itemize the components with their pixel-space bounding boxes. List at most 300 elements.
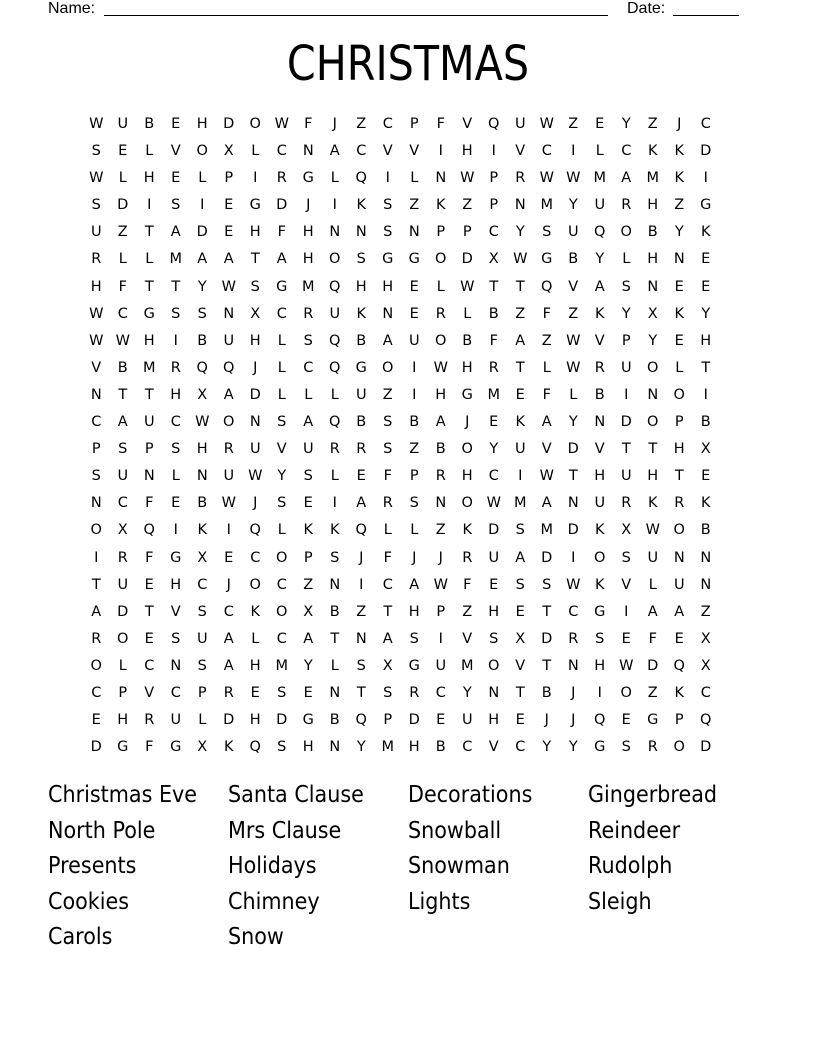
- letter-cell[interactable]: S: [489, 630, 499, 647]
- letter-cell[interactable]: Q: [355, 170, 367, 187]
- letter-cell[interactable]: L: [622, 251, 631, 268]
- letter-cell[interactable]: N: [647, 386, 659, 403]
- letter-cell[interactable]: E: [674, 278, 684, 295]
- letter-cell[interactable]: N: [673, 251, 685, 268]
- letter-cell[interactable]: V: [594, 441, 605, 458]
- letter-cell[interactable]: R: [568, 630, 579, 647]
- letter-cell[interactable]: U: [594, 495, 606, 512]
- letter-cell[interactable]: G: [541, 251, 553, 268]
- letter-cell[interactable]: W: [89, 305, 104, 322]
- letter-cell[interactable]: I: [491, 143, 496, 160]
- letter-cell[interactable]: N: [673, 549, 685, 566]
- letter-cell[interactable]: I: [253, 170, 258, 187]
- letter-cell[interactable]: B: [462, 332, 473, 349]
- letter-cell[interactable]: L: [277, 359, 286, 376]
- letter-cell[interactable]: L: [330, 468, 339, 485]
- letter-cell[interactable]: B: [488, 305, 499, 322]
- letter-cell[interactable]: X: [515, 630, 526, 647]
- letter-cell[interactable]: E: [171, 116, 181, 132]
- letter-cell[interactable]: S: [515, 522, 525, 539]
- letter-cell[interactable]: B: [700, 522, 711, 539]
- letter-cell[interactable]: C: [356, 143, 367, 160]
- letter-cell[interactable]: J: [677, 116, 682, 132]
- letter-cell[interactable]: D: [700, 739, 712, 756]
- letter-cell[interactable]: C: [435, 684, 446, 701]
- letter-cell[interactable]: B: [568, 251, 579, 268]
- letter-cell[interactable]: L: [330, 657, 339, 674]
- letter-cell[interactable]: W: [486, 495, 501, 512]
- letter-cell[interactable]: L: [251, 143, 260, 160]
- letter-cell[interactable]: I: [438, 630, 443, 647]
- letter-cell[interactable]: N: [514, 197, 526, 214]
- letter-cell[interactable]: A: [541, 495, 552, 512]
- letter-cell[interactable]: I: [518, 468, 523, 485]
- letter-cell[interactable]: P: [621, 332, 631, 349]
- letter-cell[interactable]: G: [302, 712, 314, 729]
- letter-cell[interactable]: U: [117, 116, 129, 132]
- letter-cell[interactable]: R: [91, 630, 102, 647]
- letter-cell[interactable]: T: [144, 278, 154, 295]
- letter-cell[interactable]: H: [196, 116, 208, 132]
- letter-cell[interactable]: T: [383, 603, 393, 620]
- letter-cell[interactable]: I: [597, 684, 602, 701]
- letter-cell[interactable]: W: [89, 170, 104, 187]
- letter-cell[interactable]: W: [566, 359, 581, 376]
- letter-cell[interactable]: G: [355, 359, 367, 376]
- letter-cell[interactable]: E: [171, 495, 181, 512]
- letter-cell[interactable]: E: [515, 712, 525, 729]
- letter-cell[interactable]: L: [410, 170, 419, 187]
- letter-cell[interactable]: O: [249, 576, 261, 593]
- letter-cell[interactable]: E: [250, 684, 260, 701]
- letter-cell[interactable]: U: [514, 116, 526, 132]
- letter-cell[interactable]: W: [513, 251, 528, 268]
- letter-cell[interactable]: F: [489, 332, 498, 349]
- letter-cell[interactable]: U: [594, 197, 606, 214]
- letter-cell[interactable]: O: [435, 332, 447, 349]
- letter-cell[interactable]: D: [461, 251, 473, 268]
- letter-cell[interactable]: L: [198, 170, 207, 187]
- letter-cell[interactable]: V: [594, 332, 605, 349]
- letter-cell[interactable]: H: [355, 278, 367, 295]
- letter-cell[interactable]: H: [302, 224, 314, 241]
- letter-cell[interactable]: A: [223, 251, 234, 268]
- letter-cell[interactable]: X: [647, 305, 658, 322]
- letter-cell[interactable]: R: [594, 359, 605, 376]
- letter-cell[interactable]: D: [276, 197, 288, 214]
- letter-cell[interactable]: W: [566, 332, 581, 349]
- letter-cell[interactable]: I: [332, 197, 337, 214]
- letter-cell[interactable]: Y: [674, 224, 684, 241]
- letter-cell[interactable]: I: [703, 386, 708, 403]
- letter-cell[interactable]: H: [249, 657, 261, 674]
- letter-cell[interactable]: V: [382, 143, 393, 160]
- letter-cell[interactable]: T: [118, 386, 128, 403]
- letter-cell[interactable]: W: [195, 414, 210, 431]
- letter-cell[interactable]: J: [332, 116, 337, 132]
- letter-cell[interactable]: O: [90, 657, 102, 674]
- letter-cell[interactable]: G: [117, 739, 129, 756]
- letter-cell[interactable]: Z: [382, 386, 393, 403]
- letter-cell[interactable]: S: [356, 657, 366, 674]
- letter-cell[interactable]: P: [462, 224, 472, 241]
- letter-cell[interactable]: T: [701, 359, 711, 376]
- letter-cell[interactable]: L: [118, 170, 127, 187]
- letter-cell[interactable]: A: [197, 251, 208, 268]
- letter-cell[interactable]: B: [197, 495, 208, 512]
- letter-cell[interactable]: P: [409, 468, 419, 485]
- letter-cell[interactable]: P: [144, 441, 154, 458]
- letter-cell[interactable]: C: [250, 549, 261, 566]
- letter-cell[interactable]: E: [409, 305, 419, 322]
- letter-cell[interactable]: U: [223, 332, 235, 349]
- letter-cell[interactable]: Q: [594, 712, 606, 729]
- letter-cell[interactable]: L: [118, 251, 127, 268]
- letter-cell[interactable]: N: [435, 170, 447, 187]
- letter-cell[interactable]: T: [542, 657, 552, 674]
- letter-cell[interactable]: U: [223, 468, 235, 485]
- letter-cell[interactable]: S: [409, 495, 419, 512]
- letter-cell[interactable]: R: [674, 495, 685, 512]
- letter-cell[interactable]: K: [515, 414, 525, 431]
- letter-cell[interactable]: I: [571, 143, 576, 160]
- letter-cell[interactable]: O: [276, 603, 288, 620]
- letter-cell[interactable]: A: [223, 630, 234, 647]
- letter-cell[interactable]: T: [144, 603, 154, 620]
- letter-cell[interactable]: S: [250, 278, 260, 295]
- letter-cell[interactable]: B: [541, 684, 552, 701]
- letter-cell[interactable]: P: [436, 224, 446, 241]
- letter-cell[interactable]: S: [197, 657, 207, 674]
- letter-cell[interactable]: Q: [355, 522, 367, 539]
- letter-cell[interactable]: Q: [329, 414, 341, 431]
- letter-cell[interactable]: T: [621, 441, 631, 458]
- letter-cell[interactable]: F: [463, 576, 472, 593]
- letter-cell[interactable]: H: [594, 657, 606, 674]
- letter-cell[interactable]: P: [409, 116, 419, 132]
- letter-cell[interactable]: D: [117, 197, 129, 214]
- letter-cell[interactable]: C: [276, 576, 287, 593]
- letter-cell[interactable]: N: [223, 305, 235, 322]
- letter-cell[interactable]: R: [329, 441, 340, 458]
- letter-cell[interactable]: M: [646, 170, 659, 187]
- letter-cell[interactable]: M: [381, 739, 394, 756]
- letter-cell[interactable]: U: [620, 468, 632, 485]
- letter-cell[interactable]: A: [356, 495, 367, 512]
- letter-cell[interactable]: I: [332, 495, 337, 512]
- letter-cell[interactable]: B: [144, 116, 155, 132]
- letter-cell[interactable]: S: [356, 251, 366, 268]
- letter-cell[interactable]: O: [276, 549, 288, 566]
- letter-cell[interactable]: D: [620, 414, 632, 431]
- letter-cell[interactable]: E: [701, 251, 711, 268]
- letter-cell[interactable]: C: [144, 657, 155, 674]
- letter-cell[interactable]: L: [304, 386, 313, 403]
- letter-cell[interactable]: S: [330, 549, 340, 566]
- letter-cell[interactable]: H: [700, 332, 712, 349]
- letter-cell[interactable]: I: [703, 170, 708, 187]
- letter-cell[interactable]: X: [700, 657, 711, 674]
- letter-cell[interactable]: V: [462, 116, 473, 132]
- letter-cell[interactable]: A: [647, 603, 658, 620]
- letter-cell[interactable]: B: [356, 414, 367, 431]
- letter-cell[interactable]: H: [461, 143, 473, 160]
- letter-cell[interactable]: Q: [223, 359, 235, 376]
- letter-cell[interactable]: F: [145, 495, 154, 512]
- letter-cell[interactable]: R: [621, 495, 632, 512]
- letter-cell[interactable]: M: [540, 197, 553, 214]
- letter-cell[interactable]: A: [515, 332, 526, 349]
- letter-cell[interactable]: N: [700, 576, 712, 593]
- letter-cell[interactable]: N: [329, 224, 341, 241]
- letter-cell[interactable]: C: [621, 143, 632, 160]
- letter-cell[interactable]: D: [249, 386, 261, 403]
- letter-cell[interactable]: W: [433, 359, 448, 376]
- letter-cell[interactable]: Q: [488, 116, 500, 132]
- letter-cell[interactable]: J: [306, 197, 311, 214]
- letter-cell[interactable]: E: [224, 224, 234, 241]
- letter-cell[interactable]: N: [355, 630, 367, 647]
- letter-cell[interactable]: Y: [489, 441, 499, 458]
- letter-cell[interactable]: E: [674, 630, 684, 647]
- letter-cell[interactable]: K: [462, 522, 472, 539]
- letter-cell[interactable]: U: [117, 576, 129, 593]
- letter-cell[interactable]: K: [356, 305, 366, 322]
- letter-cell[interactable]: W: [115, 332, 130, 349]
- letter-cell[interactable]: N: [647, 278, 659, 295]
- letter-cell[interactable]: D: [223, 712, 235, 729]
- letter-cell[interactable]: L: [118, 657, 127, 674]
- letter-cell[interactable]: Q: [329, 359, 341, 376]
- letter-cell[interactable]: W: [539, 170, 554, 187]
- letter-cell[interactable]: E: [701, 278, 711, 295]
- letter-cell[interactable]: T: [515, 278, 525, 295]
- letter-cell[interactable]: A: [303, 414, 314, 431]
- letter-cell[interactable]: U: [461, 712, 473, 729]
- letter-cell[interactable]: W: [539, 116, 554, 132]
- letter-cell[interactable]: S: [91, 197, 101, 214]
- letter-cell[interactable]: R: [435, 305, 446, 322]
- letter-cell[interactable]: I: [226, 522, 231, 539]
- letter-cell[interactable]: S: [277, 414, 287, 431]
- letter-cell[interactable]: T: [515, 359, 525, 376]
- letter-cell[interactable]: G: [461, 386, 473, 403]
- letter-cell[interactable]: E: [118, 143, 128, 160]
- letter-cell[interactable]: R: [276, 170, 287, 187]
- letter-cell[interactable]: F: [145, 739, 154, 756]
- letter-cell[interactable]: T: [330, 630, 340, 647]
- letter-cell[interactable]: S: [91, 143, 101, 160]
- letter-cell[interactable]: G: [302, 170, 314, 187]
- letter-cell[interactable]: Y: [648, 332, 658, 349]
- letter-cell[interactable]: A: [594, 278, 605, 295]
- letter-cell[interactable]: L: [648, 576, 657, 593]
- letter-cell[interactable]: R: [515, 170, 526, 187]
- letter-cell[interactable]: S: [383, 224, 393, 241]
- letter-cell[interactable]: G: [382, 251, 394, 268]
- letter-cell[interactable]: Z: [674, 197, 685, 214]
- letter-cell[interactable]: G: [408, 251, 420, 268]
- letter-cell[interactable]: T: [648, 441, 658, 458]
- letter-cell[interactable]: I: [94, 549, 99, 566]
- letter-cell[interactable]: Y: [303, 657, 313, 674]
- letter-cell[interactable]: E: [489, 414, 499, 431]
- letter-cell[interactable]: P: [489, 170, 499, 187]
- letter-cell[interactable]: C: [223, 603, 234, 620]
- letter-cell[interactable]: R: [303, 305, 314, 322]
- letter-cell[interactable]: C: [382, 576, 393, 593]
- letter-cell[interactable]: H: [143, 332, 155, 349]
- letter-cell[interactable]: B: [329, 712, 340, 729]
- letter-cell[interactable]: H: [382, 278, 394, 295]
- letter-cell[interactable]: Z: [462, 197, 473, 214]
- letter-cell[interactable]: S: [383, 197, 393, 214]
- letter-cell[interactable]: V: [541, 441, 552, 458]
- letter-cell[interactable]: C: [515, 739, 526, 756]
- letter-cell[interactable]: Z: [356, 603, 367, 620]
- letter-cell[interactable]: C: [700, 684, 711, 701]
- letter-cell[interactable]: P: [197, 684, 207, 701]
- letter-cell[interactable]: L: [251, 630, 260, 647]
- letter-cell[interactable]: Z: [700, 603, 711, 620]
- letter-cell[interactable]: J: [253, 495, 258, 512]
- letter-cell[interactable]: I: [412, 386, 417, 403]
- letter-cell[interactable]: N: [408, 224, 420, 241]
- letter-cell[interactable]: Y: [568, 197, 578, 214]
- letter-cell[interactable]: M: [460, 657, 474, 674]
- letter-cell[interactable]: Y: [462, 684, 472, 701]
- letter-cell[interactable]: E: [436, 712, 446, 729]
- letter-cell[interactable]: B: [435, 441, 446, 458]
- letter-cell[interactable]: W: [645, 522, 660, 539]
- letter-cell[interactable]: X: [303, 603, 314, 620]
- letter-cell[interactable]: T: [674, 468, 684, 485]
- letter-cell[interactable]: C: [276, 305, 287, 322]
- letter-cell[interactable]: C: [700, 116, 711, 132]
- letter-cell[interactable]: H: [90, 278, 102, 295]
- letter-cell[interactable]: Z: [409, 197, 420, 214]
- letter-cell[interactable]: O: [620, 684, 632, 701]
- letter-cell[interactable]: Q: [700, 712, 712, 729]
- letter-cell[interactable]: H: [170, 386, 182, 403]
- letter-cell[interactable]: A: [435, 414, 446, 431]
- letter-cell[interactable]: D: [541, 630, 553, 647]
- letter-cell[interactable]: W: [433, 576, 448, 593]
- letter-cell[interactable]: W: [566, 170, 581, 187]
- letter-cell[interactable]: J: [571, 712, 576, 729]
- letter-cell[interactable]: W: [566, 576, 581, 593]
- letter-cell[interactable]: T: [171, 278, 181, 295]
- letter-cell[interactable]: B: [700, 414, 711, 431]
- letter-cell[interactable]: E: [303, 684, 313, 701]
- letter-cell[interactable]: F: [118, 278, 127, 295]
- letter-cell[interactable]: W: [221, 495, 236, 512]
- letter-cell[interactable]: F: [436, 116, 445, 132]
- letter-cell[interactable]: Q: [249, 739, 261, 756]
- letter-cell[interactable]: E: [674, 332, 684, 349]
- letter-cell[interactable]: S: [171, 630, 181, 647]
- letter-cell[interactable]: J: [465, 414, 470, 431]
- letter-cell[interactable]: B: [117, 359, 128, 376]
- letter-cell[interactable]: H: [170, 576, 182, 593]
- letter-cell[interactable]: U: [567, 224, 579, 241]
- letter-cell[interactable]: Z: [356, 116, 367, 132]
- letter-cell[interactable]: B: [329, 603, 340, 620]
- letter-cell[interactable]: B: [409, 414, 420, 431]
- letter-cell[interactable]: X: [382, 657, 393, 674]
- letter-cell[interactable]: S: [542, 224, 552, 241]
- letter-cell[interactable]: L: [542, 359, 551, 376]
- letter-cell[interactable]: M: [169, 251, 182, 268]
- letter-cell[interactable]: G: [276, 278, 288, 295]
- letter-cell[interactable]: Q: [196, 359, 208, 376]
- letter-cell[interactable]: W: [274, 116, 289, 132]
- letter-cell[interactable]: A: [117, 414, 128, 431]
- letter-cell[interactable]: F: [383, 468, 392, 485]
- letter-cell[interactable]: B: [435, 739, 446, 756]
- letter-cell[interactable]: L: [277, 386, 286, 403]
- letter-cell[interactable]: A: [621, 170, 632, 187]
- letter-cell[interactable]: V: [91, 359, 102, 376]
- letter-cell[interactable]: V: [515, 143, 526, 160]
- letter-cell[interactable]: A: [223, 657, 234, 674]
- letter-cell[interactable]: R: [488, 359, 499, 376]
- letter-cell[interactable]: A: [674, 603, 685, 620]
- letter-cell[interactable]: N: [700, 549, 712, 566]
- letter-cell[interactable]: Y: [701, 305, 711, 322]
- letter-cell[interactable]: S: [621, 278, 631, 295]
- letter-cell[interactable]: T: [489, 278, 499, 295]
- letter-cell[interactable]: Q: [249, 522, 261, 539]
- letter-cell[interactable]: D: [700, 143, 712, 160]
- letter-cell[interactable]: K: [700, 224, 711, 241]
- letter-cell[interactable]: U: [408, 332, 420, 349]
- letter-cell[interactable]: S: [277, 495, 287, 512]
- letter-cell[interactable]: V: [170, 143, 181, 160]
- letter-cell[interactable]: L: [436, 278, 445, 295]
- letter-cell[interactable]: Y: [197, 278, 207, 295]
- letter-cell[interactable]: B: [197, 332, 208, 349]
- letter-cell[interactable]: L: [277, 332, 286, 349]
- letter-cell[interactable]: P: [674, 712, 684, 729]
- letter-cell[interactable]: U: [673, 576, 685, 593]
- letter-cell[interactable]: X: [117, 522, 128, 539]
- letter-cell[interactable]: U: [249, 441, 261, 458]
- letter-cell[interactable]: Y: [595, 251, 605, 268]
- letter-cell[interactable]: N: [355, 224, 367, 241]
- letter-cell[interactable]: X: [700, 441, 711, 458]
- letter-cell[interactable]: S: [197, 305, 207, 322]
- letter-cell[interactable]: K: [674, 143, 684, 160]
- letter-cell[interactable]: H: [117, 712, 129, 729]
- letter-cell[interactable]: P: [224, 170, 234, 187]
- letter-cell[interactable]: O: [382, 359, 394, 376]
- letter-cell[interactable]: P: [674, 414, 684, 431]
- letter-cell[interactable]: I: [624, 603, 629, 620]
- letter-cell[interactable]: K: [435, 197, 446, 214]
- letter-cell[interactable]: V: [488, 739, 499, 756]
- letter-cell[interactable]: N: [249, 414, 261, 431]
- letter-cell[interactable]: H: [461, 468, 473, 485]
- letter-cell[interactable]: S: [409, 630, 419, 647]
- letter-cell[interactable]: E: [144, 630, 154, 647]
- letter-cell[interactable]: W: [248, 468, 263, 485]
- letter-cell[interactable]: G: [170, 549, 182, 566]
- letter-cell[interactable]: R: [356, 441, 367, 458]
- letter-cell[interactable]: E: [621, 630, 631, 647]
- letter-cell[interactable]: L: [198, 712, 207, 729]
- letter-cell[interactable]: X: [197, 739, 208, 756]
